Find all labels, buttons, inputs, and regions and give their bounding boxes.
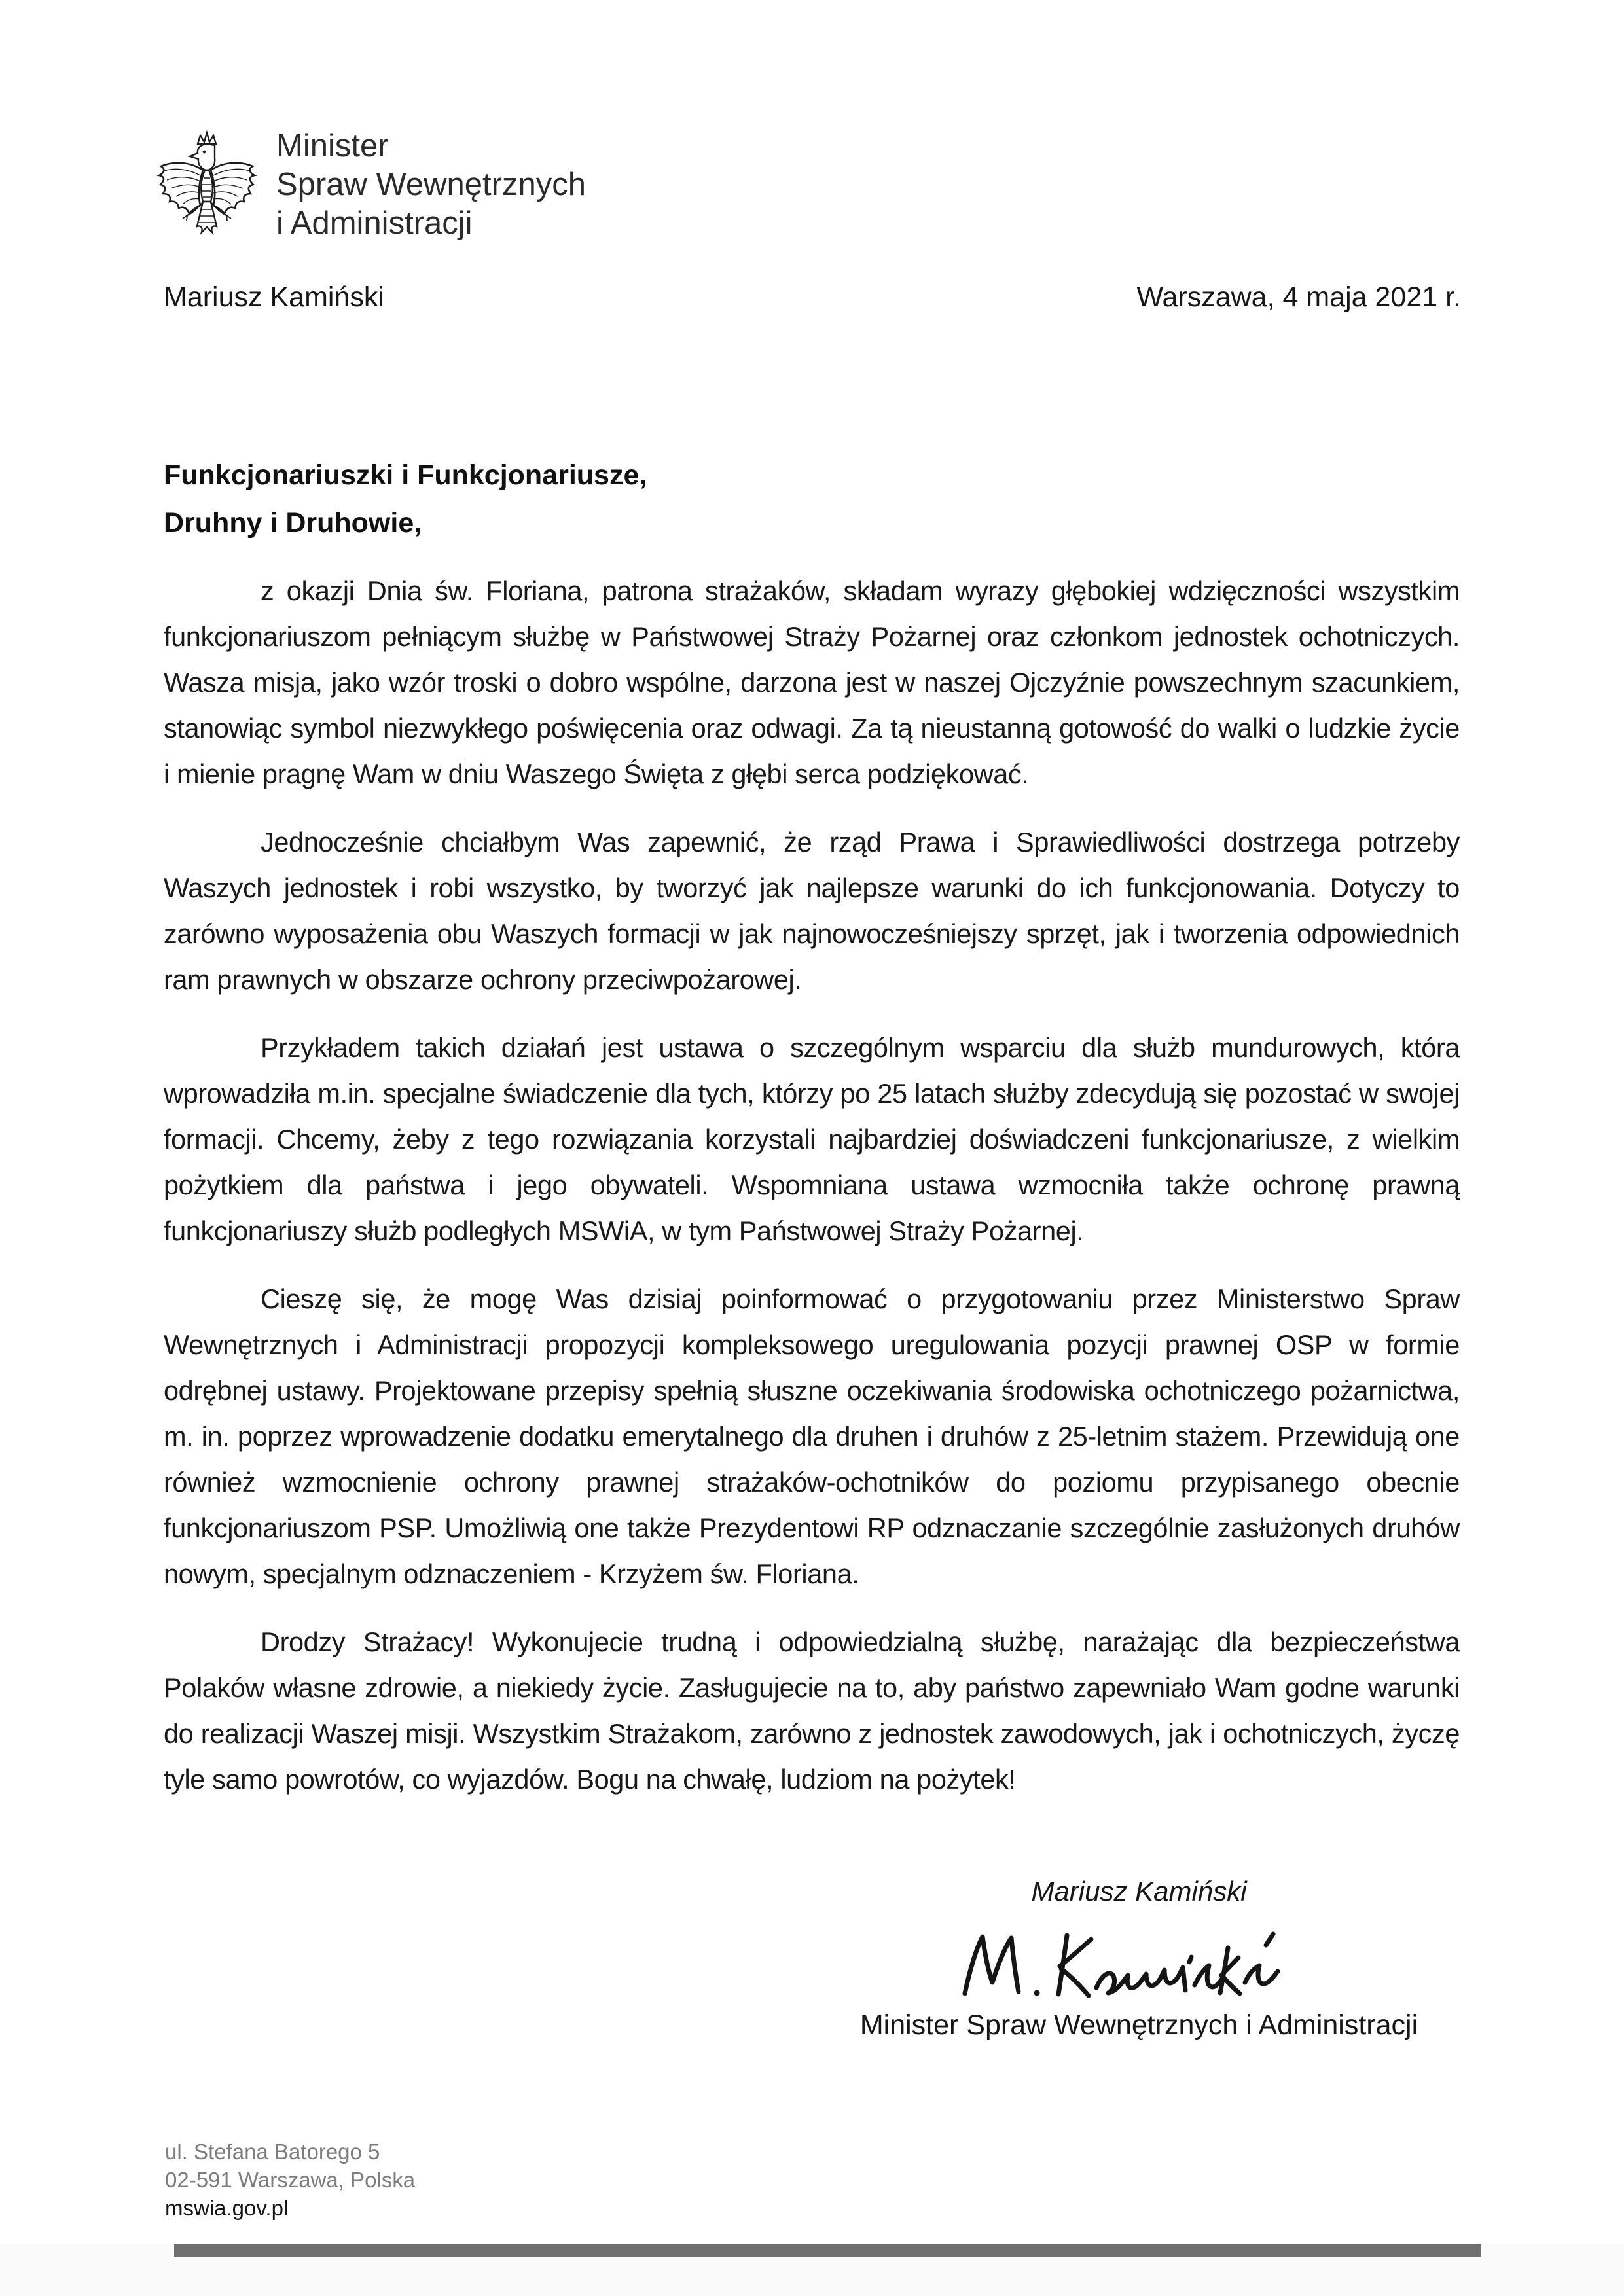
sender-date-row — [164, 281, 1461, 314]
salutation — [164, 452, 1460, 547]
ministry-line: Minister — [276, 128, 389, 164]
letter-paragraph: Cieszę się, że mogę Was dzisiaj poinformować o przygotowaniu przez Ministerstwo Spraw Wewnętrznych i Administracji propozycji kompleksowego uregulowania pozycji prawnej OSP w formie odrębnej ustawy. Projektowane przepisy spełnią słuszne oczekiwania środowiska ochotniczego pożarnictwa, m. in. poprzez wprowadzenie dodatku emerytalnego dla druhen i druhów z 25-letnim stażem. Przewidują one również wzmocnienie ochrony prawnej strażaków-ochotników do poziomu przypisanego obecnie funkcjonariuszom PSP. Umożliwią one także Prezydentowi RP odznaczanie szczególnie zasłużonych druhów nowym, specjalnym odznaczeniem - Krzyżem św. Floriana. — [164, 1283, 1460, 1589]
letter-paragraph: z okazji Dnia św. Floriana, patrona strażaków, składam wyrazy głębokiej wdzięczności wszystkim funkcjonariuszom pełniącym służbę w Państwowej Straży Pożarnej oraz członkom jednostek ochotniczych. Wasza misja, jako wzór troski o dobro wspólne, darzona jest w naszej Ojczyźnie powszechnym szacunkiem, stanowiąc symbol niezwykłego poświęcenia oraz odwagi. Za tą nieustanną gotowość do walki o ludzkie życie i mienie pragnę Wam w dniu Waszego Święta z głębi serca podziękować. — [164, 575, 1460, 789]
signature-block — [838, 1876, 1440, 2041]
footer-city: 02-591 Warszawa, Polska — [165, 2168, 416, 2192]
letter-body — [164, 452, 1460, 1825]
salutation-line: Funkcjonariuszki i Funkcjonariusze, — [164, 459, 647, 491]
polish-eagle-icon — [154, 128, 259, 243]
salutation-line: Druhny i Druhowie, — [164, 507, 422, 539]
signature-printed-name: Mariusz Kamiński — [1031, 1876, 1247, 1907]
signature-title: Minister Spraw Wewnętrznych i Administracji — [859, 2009, 1418, 2041]
ministry-line: i Administracji — [276, 206, 473, 241]
dateline: Warszawa, 4 maja 2021 r. — [1136, 281, 1461, 313]
ministry-name — [276, 127, 586, 243]
footer-website: mswia.gov.pl — [165, 2196, 289, 2220]
letter-paragraph: Drodzy Strażacy! Wykonujecie trudną i odpowiedzialną służbę, narażając dla bezpieczeństwa Polaków własne zdrowie, a niekiedy życie. Zasługujecie na to, aby państwo zapewniało Wam godne warunki do realizacji Waszej misji. Wszystkim Strażakom, zarówno z jednostek zawodowych, jak i ochotniczych, życzę tyle samo powrotów, co wyjazdów. Bogu na chwałę, ludziom na pożytek! — [164, 1626, 1460, 1795]
ministry-line: Spraw Wewnętrznych — [276, 167, 586, 202]
footer-divider-bar — [174, 2244, 1481, 2257]
footer-street: ul. Stefana Batorego 5 — [165, 2140, 380, 2164]
sender-name: Mariusz Kamiński — [164, 281, 384, 313]
letter-paragraph: Jednocześnie chciałbym Was zapewnić, że rząd Prawa i Sprawiedliwości dostrzega potrzeby Waszych jednostek i robi wszystko, by tworzyć jak najlepsze warunki do ich funkcjonowania. Dotyczy to zarówno wyposażenia obu Waszych formacji w jak najnowocześniejszy sprzęt, jak i tworzenia odpowiednich ram prawnych w obszarze ochrony przeciwpożarowej. — [164, 827, 1460, 995]
footer-address — [165, 2138, 415, 2222]
letter-paragraph: Przykładem takich działań jest ustawa o szczególnym wsparciu dla służb mundurowych, która wprowadziła m.in. specjalne świadczenie dla tych, którzy po 25 latach służby zdecydują się pozostać w swojej formacji. Chcemy, żeby z tego rozwiązania korzystali najbardziej doświadczeni funkcjonariusze, z wielkim pożytkiem dla państwa i jego obywateli. Wspomniana ustawa wzmocniła także ochronę prawną funkcjonariuszy służb podległych MSWiA, w tym Państwowej Straży Pożarnej. — [164, 1032, 1460, 1246]
handwritten-signature — [956, 1919, 1322, 2005]
coat-of-arms-logo — [154, 128, 259, 243]
